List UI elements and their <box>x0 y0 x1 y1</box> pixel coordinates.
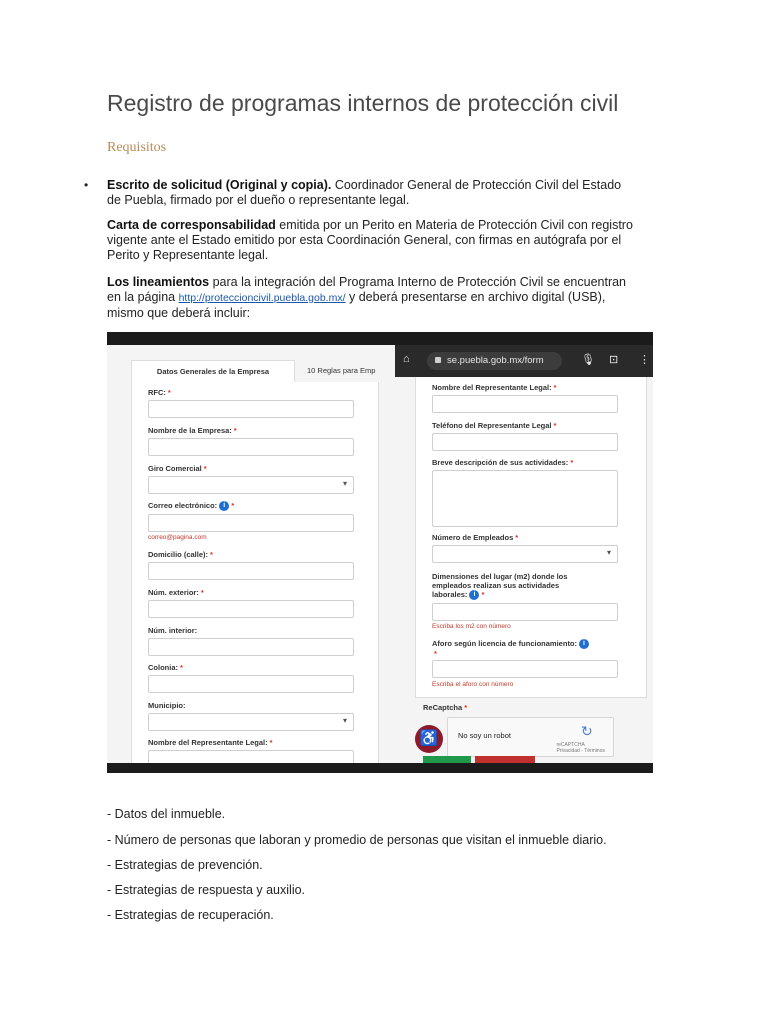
lineamientos-bold: Los lineamientos <box>107 275 210 289</box>
list-item: - Datos del inmueble. <box>107 807 226 821</box>
aforo-input <box>432 660 618 678</box>
lineamientos-text: para la integración del Programa Interno de Protección Civil se encuentran <box>209 275 627 289</box>
aforo-hint: Escriba el aforo con número <box>432 681 514 688</box>
list-item: - Estrategias de respuesta y auxilio. <box>107 883 306 897</box>
info-icon: i <box>469 590 479 600</box>
rfc-label: RFC: * <box>148 388 171 397</box>
corresponsabilidad-text: emitida por un Perito en Materia de Protección Civil con registro <box>275 218 633 232</box>
representante-label-left: Nombre del Representante Legal: * <box>148 738 273 747</box>
paragraph-solicitud <box>107 178 660 208</box>
url-pill <box>427 352 562 370</box>
home-icon: ⌂ <box>403 353 410 365</box>
telefono-label: Teléfono del Representante Legal * <box>432 421 557 430</box>
info-icon: i <box>579 639 589 649</box>
proteccioncivil-link[interactable]: http://proteccioncivil.puebla.gob.mx/ <box>178 292 346 304</box>
lineamientos-text-3: mismo que deberá incluir: <box>107 306 251 320</box>
corresponsabilidad-text-2: vigente ante el Estado emitido por esta Coordinación General, con firmas en autógrafa por el <box>107 233 622 247</box>
dimensiones-input <box>432 603 618 621</box>
representante-label: Nombre del Representante Legal: * <box>432 383 557 392</box>
captcha-text: No soy un robot <box>458 731 511 740</box>
domicilio-label: Domicilio (calle): * <box>148 550 213 559</box>
empleados-select <box>432 545 618 563</box>
correo-input <box>148 514 354 532</box>
municipio-select <box>148 713 354 731</box>
list-item: - Estrategias de recuperación. <box>107 908 274 922</box>
representante-input <box>432 395 618 413</box>
lineamientos-text-2b: y deberá presentarse en archivo digital (USB), <box>345 290 606 304</box>
tab-datos-generales: Datos Generales de la Empresa <box>131 360 295 383</box>
microphone-icon: 🎙 <box>581 354 595 366</box>
domicilio-input <box>148 562 354 580</box>
lock-icon <box>435 357 441 363</box>
giro-label: Giro Comercial * <box>148 464 207 473</box>
descripcion-textarea <box>432 470 618 527</box>
left-form-column <box>131 382 379 772</box>
list-item: - Número de personas que laboran y promedio de personas que visitan el inmueble diario. <box>107 833 607 847</box>
solicitud-text-2: de Puebla, firmado por el dueño o representante legal. <box>107 193 410 207</box>
form-tabs <box>107 360 395 382</box>
exterior-input <box>148 600 354 618</box>
menu-dots-icon: ⋮ <box>639 354 650 366</box>
municipio-label: Municipio: <box>148 701 186 710</box>
corresponsabilidad-bold: Carta de corresponsabilidad <box>107 218 276 232</box>
lineamientos-text-2a: en la página <box>107 290 179 304</box>
interior-input <box>148 638 354 656</box>
solicitud-bold: Escrito de solicitud (Original y copia). <box>107 178 332 192</box>
paragraph-lineamientos <box>107 275 660 321</box>
paragraph-corresponsabilidad <box>107 218 660 263</box>
dimensiones-label: Dimensiones del lugar (m2) donde los empleados realizan sus actividades laborales: i * <box>432 572 568 599</box>
url-text: se.puebla.gob.mx/form <box>447 355 544 366</box>
corresponsabilidad-text-3: Perito y Representante legal. <box>107 248 269 262</box>
empleados-label: Número de Empleados * <box>432 533 519 542</box>
colonia-input <box>148 675 354 693</box>
dimensiones-hint: Escriba los m2 con número <box>432 623 511 630</box>
right-form-column <box>415 377 647 698</box>
empresa-input <box>148 438 354 456</box>
recaptcha-logo-icon: ↻ <box>581 723 593 739</box>
section-subtitle: Requisitos <box>107 140 167 155</box>
telefono-input <box>432 433 618 451</box>
exterior-label: Núm. exterior: * <box>148 588 204 597</box>
solicitud-text: Coordinador General de Protección Civil del Estado <box>331 178 622 192</box>
screenshot-bottom-bar <box>107 763 653 773</box>
accessibility-icon: ♿ <box>415 725 443 753</box>
embedded-form-screenshot <box>107 332 653 773</box>
captcha-brand: reCAPTCHA Privacidad - Términos <box>556 742 605 754</box>
tab-reglas: 10 Reglas para Emp <box>307 366 376 375</box>
browser-url-bar <box>395 345 653 377</box>
empresa-label: Nombre de la Empresa: * <box>148 426 237 435</box>
correo-label: Correo electrónico: i * <box>148 501 235 510</box>
rfc-input <box>148 400 354 418</box>
screenshot-top-bar <box>107 332 653 345</box>
interior-label: Núm. interior: <box>148 626 198 635</box>
recaptcha-label: ReCaptcha * <box>423 703 468 712</box>
aforo-label: Aforo según licencia de funcionamiento: i * <box>432 639 589 658</box>
correo-hint: correo@pagina.com <box>148 534 207 541</box>
colonia-label: Colonia: * <box>148 663 183 672</box>
giro-select <box>148 476 354 494</box>
page-title: Registro de programas internos de protección civil <box>107 90 619 116</box>
camera-icon: ⊡ <box>609 354 619 366</box>
recaptcha-widget <box>447 717 614 757</box>
list-item: - Estrategias de prevención. <box>107 858 263 872</box>
descripcion-label: Breve descripción de sus actividades: * <box>432 458 574 467</box>
info-icon: i <box>219 501 229 511</box>
bullet-marker: • <box>84 178 89 192</box>
